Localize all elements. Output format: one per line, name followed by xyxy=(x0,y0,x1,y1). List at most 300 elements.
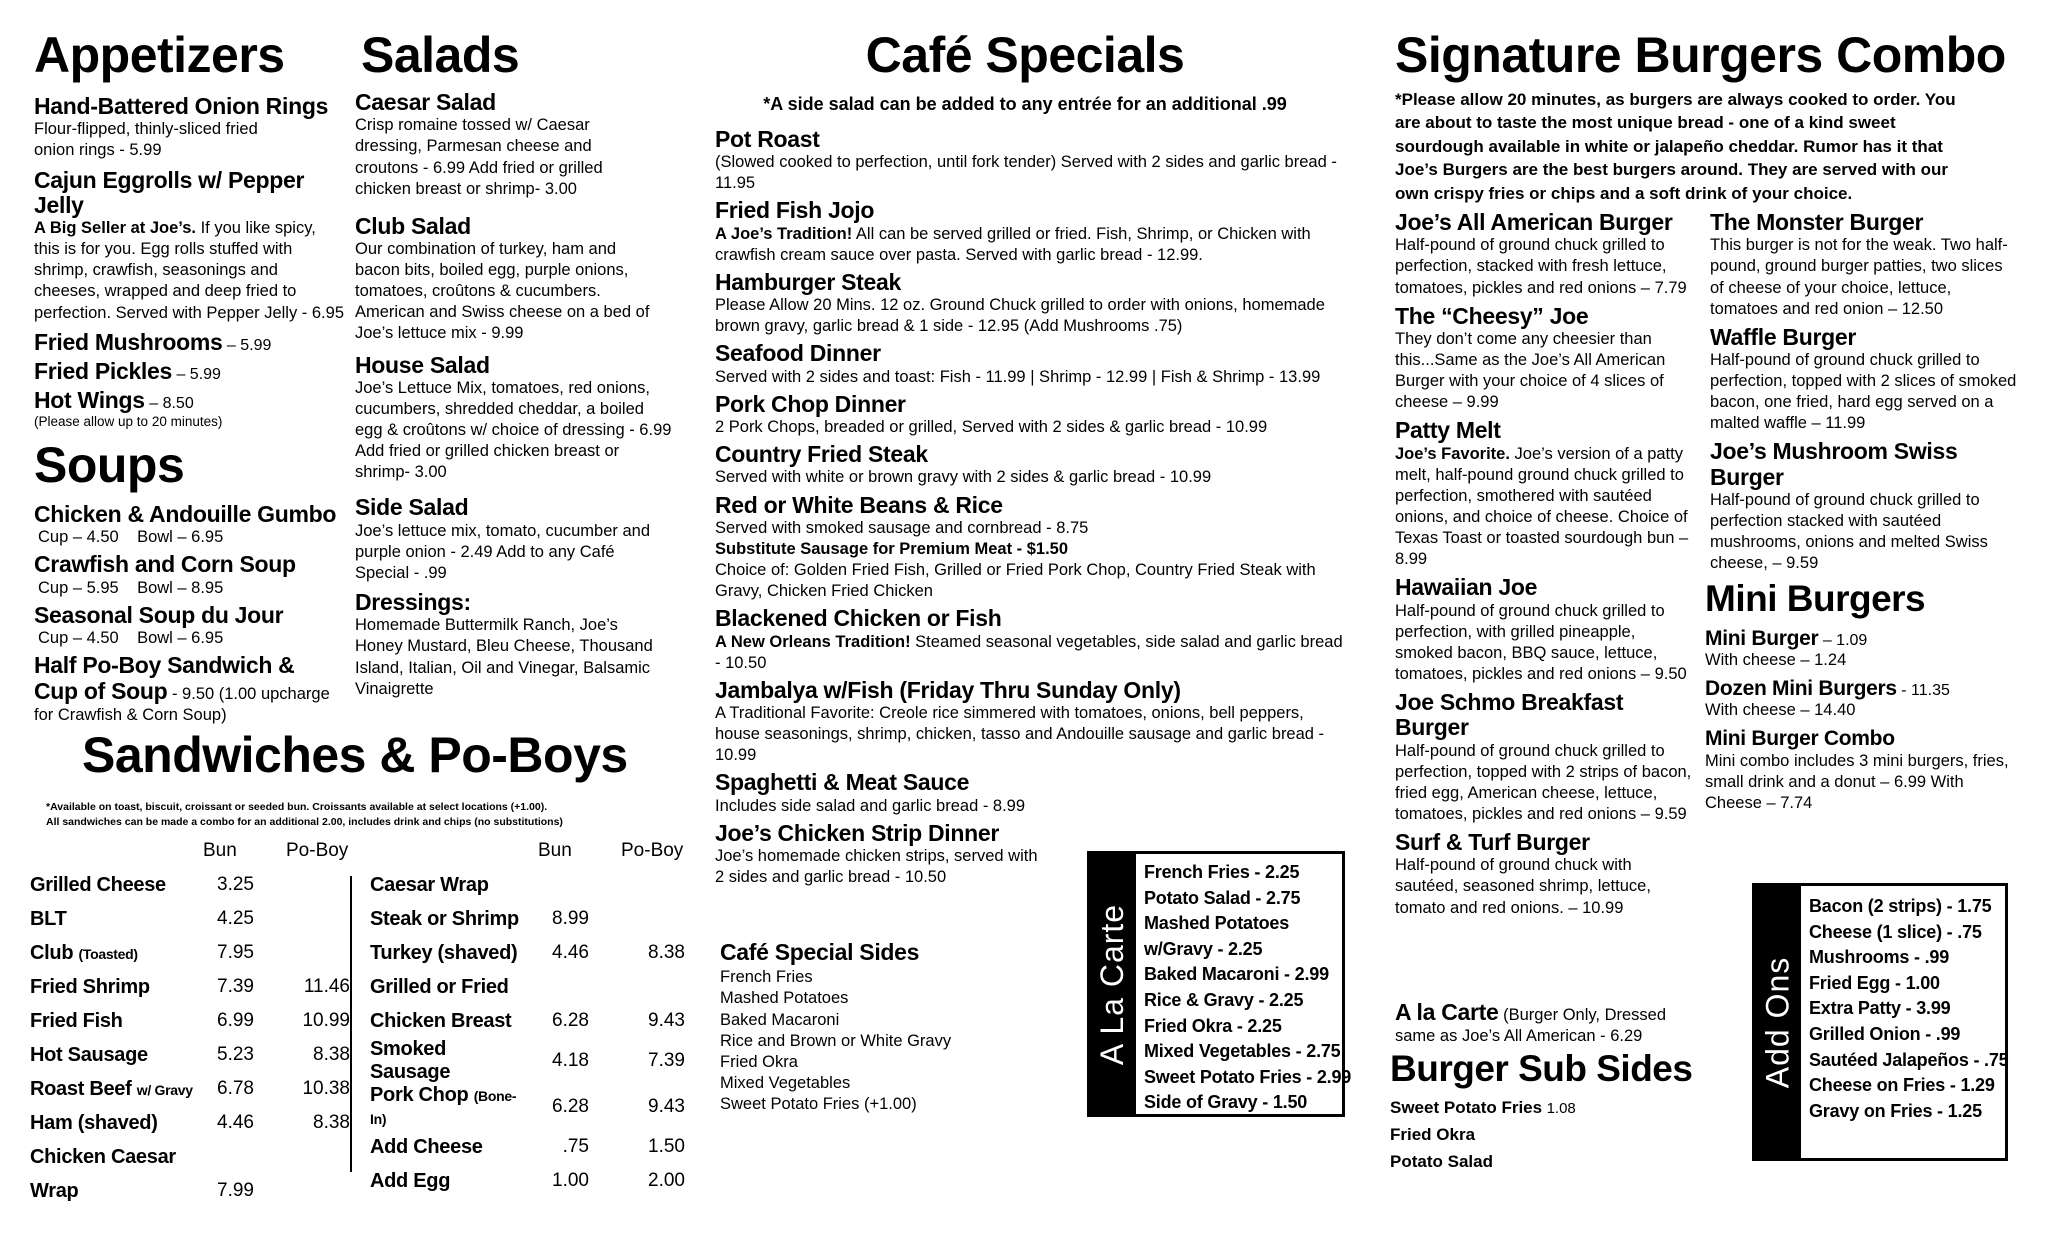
bun-price: 6.28 xyxy=(552,1010,589,1031)
salads-title: Salads xyxy=(361,27,520,83)
item-name: Caesar Wrap xyxy=(370,873,489,896)
table-row xyxy=(30,936,366,970)
sandwich-name xyxy=(30,1072,195,1106)
appetizers-section xyxy=(34,27,344,435)
bun-price: 8.99 xyxy=(552,908,589,929)
alacarte-box xyxy=(1087,851,1352,1117)
menu-item xyxy=(1710,439,2020,574)
bun-price: 3.25 xyxy=(217,874,254,895)
item-note: (Please allow up to 20 minutes) xyxy=(34,413,223,429)
list-item: Mashed Potatoes xyxy=(1144,913,1290,934)
bun-price xyxy=(195,1140,278,1174)
sandwich-name xyxy=(370,868,530,902)
item-name: Dressings: xyxy=(355,589,471,616)
menu-item xyxy=(1395,690,1695,825)
table-row xyxy=(370,902,701,936)
list-item: Side of Gravy - 1.50 xyxy=(1144,1092,1308,1113)
item-name: Jambalya w/Fish (Friday Thru Sunday Only) xyxy=(715,676,1181,703)
sandwich-name xyxy=(30,902,195,936)
menu-item xyxy=(715,392,1345,438)
menu-item xyxy=(355,214,675,345)
item-desc: 2 Pork Chops, breaded or grilled, Served with 2 sides & garlic bread - 10.99 xyxy=(715,418,1268,437)
list-item: Rice and Brown or White Gravy xyxy=(720,1031,952,1050)
bun-price: 7.95 xyxy=(217,942,254,963)
item-name: Joe’s Chicken Strip Dinner xyxy=(715,819,1000,846)
table-row xyxy=(30,868,366,902)
bun-price: .75 xyxy=(562,1136,589,1157)
list-item xyxy=(1390,1122,1710,1149)
item-desc-wrap xyxy=(715,417,1345,438)
table-row xyxy=(30,1004,366,1038)
col-header-poboy: Po-Boy xyxy=(286,840,349,861)
poboy-price xyxy=(278,936,366,970)
menu-item xyxy=(34,168,344,324)
poboy-price xyxy=(278,902,366,936)
bun-price xyxy=(530,970,613,1004)
item-name: Fried Mushrooms xyxy=(34,328,223,355)
item-name: Hand-Battered Onion Rings xyxy=(34,93,329,119)
bun-price: 5.23 xyxy=(217,1044,254,1065)
menu-item xyxy=(34,502,344,548)
item-name: Hawaiian Joe xyxy=(1395,574,1538,601)
item-desc-wrap xyxy=(715,367,1345,388)
soups-section xyxy=(34,437,344,732)
item-name: Turkey (shaved) xyxy=(370,941,518,964)
poboy-price: 9.43 xyxy=(648,1010,685,1031)
menu-item xyxy=(1395,418,1695,570)
list-item: Baked Macaroni xyxy=(720,1010,840,1029)
menu-item xyxy=(715,127,1345,195)
item-desc-wrap xyxy=(1710,490,2020,574)
list-item: Mashed Potatoes xyxy=(720,989,849,1008)
item-name: The “Cheesy” Joe xyxy=(1395,302,1589,329)
menu-item xyxy=(355,590,675,700)
col-header-bun: Bun xyxy=(538,840,572,861)
item-desc: Our combination of turkey, ham and bacon bits, boiled egg, purple onions, tomatoes, croûtons & cucumbers. American and Swiss cheese on a bed of Joe’s lettuce mix - 9.99 xyxy=(355,240,650,343)
table-row xyxy=(370,1004,701,1038)
item-sub: (Bone-In) xyxy=(370,1088,517,1127)
item-desc: (Burger Only, Dressed same as Joe’s All American - 6.29 xyxy=(1395,1006,1667,1046)
burgers-note: *Please allow 20 minutes, as burgers are always cooked to order. You are about to taste the most unique bread - one of a kind sweet sourdough available in white or jalapeño cheddar. Rumor has it that Joe’s Burgers are the best burgers around. They are served with our own crispy fries or chips and a soft drink of your choice. xyxy=(1395,90,1956,203)
cafe-note: *A side salad can be added to any entrée for an additional .99 xyxy=(763,94,1287,114)
item-line xyxy=(1705,677,2025,700)
item-desc: This burger is not for the weak. Two half-pound, ground burger patties, two slices of cheese of your choice, lettuce, tomatoes and red onion – 12.50 xyxy=(1710,236,2008,318)
item-name: Fried Fish xyxy=(30,1009,123,1032)
item-name: Grilled Cheese xyxy=(30,873,166,896)
table-row xyxy=(370,1164,701,1198)
sandwich-name xyxy=(370,1038,530,1084)
list-item: Extra Patty - 3.99 xyxy=(1809,998,1951,1019)
item-desc-wrap xyxy=(1395,855,1695,918)
item-name: Add Egg xyxy=(370,1169,451,1192)
item-name: Joe Schmo Breakfast Burger xyxy=(1395,689,1624,741)
item-desc-wrap xyxy=(1395,601,1695,685)
list-item: w/Gravy - 2.25 xyxy=(1144,938,1263,959)
poboy-price xyxy=(613,970,701,1004)
list-item xyxy=(1390,1095,1710,1122)
bun-price: 7.99 xyxy=(217,1180,254,1201)
sandwich-divider xyxy=(350,876,352,1172)
poboy-price: 10.38 xyxy=(302,1078,350,1099)
bun-price: 1.00 xyxy=(552,1170,589,1191)
poboy-price: 1.50 xyxy=(648,1136,685,1157)
item-desc: Half-pound of ground chuck grilled to perfection stacked with sautéed mushrooms, onions and melted Swiss cheese, – 9.59 xyxy=(1710,491,1988,573)
item-name: Hamburger Steak xyxy=(715,268,901,295)
mini-list xyxy=(1705,627,2025,814)
table-row xyxy=(30,1106,366,1140)
list-item: Sweet Potato Fries - 2.99 xyxy=(1144,1066,1352,1087)
menu-item xyxy=(715,606,1345,674)
list-item: Baked Macaroni - 2.99 xyxy=(1144,964,1329,985)
list-item: Gravy on Fries - 1.25 xyxy=(1809,1100,1982,1121)
item-name: Chicken & Andouille Gumbo xyxy=(34,501,337,527)
list-item: Cheese on Fries - 1.29 xyxy=(1809,1075,1995,1096)
sandwich-name xyxy=(30,868,195,902)
burgers-left-list xyxy=(1395,210,1695,924)
menu-item xyxy=(34,359,344,384)
item-desc: Please Allow 20 Mins. 12 oz. Ground Chuck grilled to order with onions, homemade brown gravy, garlic bread & 1 side - 12.95 (Add Mushrooms .75) xyxy=(715,296,1325,336)
menu-item xyxy=(1395,210,1695,299)
sandwich-name xyxy=(370,970,530,1004)
item-price: – 8.50 xyxy=(144,395,194,413)
table-row xyxy=(370,970,701,1004)
item-name: Fried Fish Jojo xyxy=(715,197,875,224)
item-desc-wrap xyxy=(1710,350,2020,434)
list-item: Mixed Vegetables xyxy=(720,1073,851,1092)
poboy-price xyxy=(278,1140,366,1174)
alacarte-label-bar xyxy=(1090,854,1136,1114)
item-desc: Half-pound of ground chuck grilled to perfection, with grilled pineapple, smoked bacon, BBQ sauce, lettuce, tomatoes, pickles and red onions – 9.50 xyxy=(1395,601,1687,683)
sandwich-name xyxy=(30,1004,195,1038)
poboy-price: 11.46 xyxy=(303,976,350,997)
alacarte-burger xyxy=(1395,1000,1695,1047)
mini-section xyxy=(1705,580,2025,820)
list-item: Rice & Gravy - 2.25 xyxy=(1144,989,1304,1010)
list-item: Mushrooms - .99 xyxy=(1809,947,1950,968)
menu-item xyxy=(34,388,344,428)
poboy-price: 10.99 xyxy=(302,1010,350,1031)
item-desc-wrap xyxy=(715,518,1345,539)
item-name: Joe’s All American Burger xyxy=(1395,209,1673,235)
list-item: Sautéed Jalapeños - .75 xyxy=(1809,1049,2009,1070)
table-row xyxy=(370,1084,701,1130)
item-desc: Joe’s Lettuce Mix, tomatoes, red onions, cucumbers, shredded cheddar, a boiled egg & croûtons w/ choice of dressing - 6.99 Add fried or grilled chicken breast or shrimp- 3.00 xyxy=(355,378,672,482)
menu-item xyxy=(1395,575,1695,685)
cafe-sides-section xyxy=(720,940,1080,1115)
item-name: House Salad xyxy=(355,351,490,378)
poboy-price xyxy=(613,902,701,936)
sandwich-name xyxy=(370,902,530,936)
bun-price: 6.78 xyxy=(217,1078,254,1099)
item-name: Caesar Salad xyxy=(355,89,496,115)
bun-price: 6.28 xyxy=(552,1096,589,1117)
burgers-title: Signature Burgers Combo xyxy=(1395,27,2006,83)
menu-item xyxy=(1395,830,1695,919)
item-name: Hot Wings xyxy=(34,387,145,414)
item-desc: Includes side salad and garlic bread - 8.99 xyxy=(715,796,1026,815)
item-desc: A Traditional Favorite: Creole rice simmered with tomatoes, onions, bell peppers, house seasonings, shrimp, chicken, tasso and Andouille sausage and garlic bread - 10.99 xyxy=(715,704,1325,765)
poboy-price: 2.00 xyxy=(648,1170,685,1191)
item-desc: Homemade Buttermilk Ranch, Joe’s Honey Mustard, Bleu Cheese, Thousand Island, Italian, Oil and Vinegar, Balsamic Vinaigrette xyxy=(355,616,653,698)
item-name: Potato Salad xyxy=(1390,1151,1493,1171)
item-name: The Monster Burger xyxy=(1710,209,1924,235)
alacarte-list xyxy=(1144,860,1351,1116)
bun-price: 4.46 xyxy=(552,942,589,963)
menu-item xyxy=(1705,627,2025,671)
item-extra: Choice of: Golden Fried Fish, Grilled or Fried Pork Chop, Country Fried Steak with Gravy, Chicken Fried Chicken xyxy=(715,561,1316,601)
item-desc: Crisp romaine tossed w/ Caesar dressing, Parmesan cheese and croutons - 6.99 Add fried or grilled chicken breast or shrimp- 3.00 xyxy=(355,116,603,198)
menu-item xyxy=(1705,677,2025,721)
item-name: Smoked Sausage xyxy=(370,1038,451,1083)
item-name: Mini Burger Combo xyxy=(1705,727,1895,751)
item-desc: Half-pound of ground chuck grilled to perfection, topped with 2 strips of bacon, fried egg, American cheese, lettuce, tomatoes, pickles and red onions – 9.59 xyxy=(1395,741,1692,823)
sandwich-table-left xyxy=(30,834,366,1208)
item-name: Mini Burger xyxy=(1705,627,1819,650)
cafe-sides-title: Café Special Sides xyxy=(720,939,920,965)
poboy-price: 8.38 xyxy=(313,1112,350,1133)
list-item: French Fries xyxy=(720,968,813,987)
item-desc: Served with white or brown gravy with 2 sides & garlic bread - 10.99 xyxy=(715,468,1212,487)
item-desc: (Slowed cooked to perfection, until fork tender) Served with 2 sides and garlic bread - 11.95 xyxy=(715,153,1337,193)
item-desc-wrap xyxy=(715,467,1345,488)
item-name: Cajun Eggrolls w/ Pepper Jelly xyxy=(34,166,305,218)
menu-item xyxy=(715,270,1345,338)
mini-title: Mini Burgers xyxy=(1705,578,1926,619)
menu-item xyxy=(34,94,344,162)
menu-item xyxy=(355,495,675,584)
item-price: – 1.09 xyxy=(1822,632,1868,649)
bun-price: 4.18 xyxy=(552,1050,589,1071)
table-row xyxy=(30,1174,366,1208)
item-desc: All can be served grilled or fried. Fish, Shrimp, or Chicken with crawfish cream sauce over pasta. Served with garlic bread - 12.99. xyxy=(715,224,1311,264)
item-name: Seafood Dinner xyxy=(715,340,881,367)
burgers-right-list xyxy=(1710,210,2020,580)
sandwich-name xyxy=(30,936,195,970)
list-item: Sweet Potato Fries (+1.00) xyxy=(720,1094,917,1113)
cafe-title: Café Specials xyxy=(865,27,1185,83)
item-name: Surf & Turf Burger xyxy=(1395,829,1590,856)
table-row xyxy=(30,1072,366,1106)
addons-list xyxy=(1809,894,2008,1124)
item-desc: Mini combo includes 3 mini burgers, fries, small drink and a donut – 6.99 With Cheese – 7.74 xyxy=(1705,751,2009,812)
item-name: Waffle Burger xyxy=(1710,323,1857,350)
poboy-price xyxy=(278,868,366,902)
table-row xyxy=(30,1038,366,1072)
sandwich-name xyxy=(30,970,195,1004)
item-desc: Flour-flipped, thinly-sliced fried onion rings - 5.99 xyxy=(34,120,258,160)
item-desc: Served with smoked sausage and cornbread - 8.75 xyxy=(715,518,1089,537)
item-desc-wrap xyxy=(715,846,1045,888)
item-line xyxy=(1705,627,2025,650)
alacarte-label: A La Carte xyxy=(1094,903,1131,1065)
item-name: Fried Shrimp xyxy=(30,975,150,998)
item-prices: Cup – 5.95 Bowl – 8.95 xyxy=(38,578,224,597)
item-desc: Joe’s homemade chicken strips, served with 2 sides and garlic bread - 10.50 xyxy=(715,847,1038,887)
item-lead: A New Orleans Tradition! xyxy=(715,632,911,651)
sandwich-name xyxy=(30,1106,195,1140)
item-price: - 11.35 xyxy=(1901,682,1950,700)
item-name: BLT xyxy=(30,907,67,930)
table-row xyxy=(370,1130,701,1164)
item-name: Half Po-Boy Sandwich & Cup of Soup xyxy=(34,652,295,704)
item-name: Pork Chop xyxy=(370,1084,469,1106)
item-name: Sweet Potato Fries xyxy=(1390,1098,1543,1117)
cafe-list xyxy=(715,127,1345,889)
item-desc-wrap xyxy=(1395,444,1695,571)
subsides-title: Burger Sub Sides xyxy=(1390,1048,1693,1089)
menu-item xyxy=(1395,304,1695,414)
item-desc: Joe’s version of a patty melt, half-pound ground chuck grilled to perfection, smothered with sautéed onions, and choice of cheese. Choice of Texas Toast or toasted sourdough bun – 8.99 xyxy=(1395,444,1689,569)
bun-price: 4.25 xyxy=(217,908,254,929)
sandwiches-note: *Available on toast, biscuit, croissant or seeded bun. Croissants available at select locations (+1.00). All sandwiches can be made a combo for an additional 2.00, includes drink and chips (no substitutions) xyxy=(46,801,563,828)
bun-price: 7.39 xyxy=(217,976,254,997)
table-row xyxy=(30,1140,366,1174)
item-name: Pork Chop Dinner xyxy=(715,390,906,417)
menu-item xyxy=(715,442,1345,488)
item-name: Pot Roast xyxy=(715,125,820,152)
addons-label: Add Ons xyxy=(1759,956,1796,1088)
menu-item xyxy=(1710,210,2020,320)
menu-item xyxy=(1710,325,2020,435)
item-name: A la Carte xyxy=(1395,999,1499,1025)
item-name: Spaghetti & Meat Sauce xyxy=(715,769,970,796)
item-price: 1.08 xyxy=(1546,1100,1576,1117)
item-desc: With cheese – 1.24 xyxy=(1705,651,1847,670)
item-desc-wrap xyxy=(715,224,1345,266)
list-item: Mixed Vegetables - 2.75 xyxy=(1144,1041,1341,1062)
table-row xyxy=(370,868,701,902)
menu-item xyxy=(715,770,1345,816)
item-name: Fried Okra xyxy=(1390,1124,1476,1144)
list-item: Bacon (2 strips) - 1.75 xyxy=(1809,896,1992,916)
appetizers-title: Appetizers xyxy=(34,27,285,83)
menu-item xyxy=(34,552,344,598)
item-name: Grilled or Fried xyxy=(370,975,509,998)
poboy-price: 7.39 xyxy=(648,1050,685,1071)
item-name: Chicken Breast xyxy=(370,1009,512,1032)
item-name: Chicken Caesar xyxy=(30,1145,176,1168)
addons-box xyxy=(1752,883,2008,1161)
bun-price: 4.46 xyxy=(217,1112,254,1133)
sandwich-rows-right xyxy=(370,868,701,1198)
item-desc-wrap xyxy=(715,295,1345,337)
item-name: Blackened Chicken or Fish xyxy=(715,605,1002,632)
item-name: Country Fried Steak xyxy=(715,441,928,468)
item-desc-wrap xyxy=(1395,741,1695,825)
menu-item xyxy=(715,493,1345,603)
list-item xyxy=(1390,1149,1710,1176)
item-name: Add Cheese xyxy=(370,1135,483,1158)
table-row xyxy=(370,936,701,970)
list-item: Potato Salad - 2.75 xyxy=(1144,887,1301,908)
item-prices: Cup – 4.50 Bowl – 6.95 xyxy=(38,528,224,547)
item-price: – 5.99 xyxy=(172,365,221,383)
item-name: Red or White Beans & Rice xyxy=(715,491,1003,518)
bun-price xyxy=(530,868,613,902)
subsides-section xyxy=(1390,1050,1710,1175)
item-line xyxy=(1705,727,2025,750)
item-lead: Joe’s Favorite. xyxy=(1395,444,1510,463)
cafe-section xyxy=(715,27,1355,892)
item-name: Wrap xyxy=(30,1179,79,1202)
item-name: Crawfish and Corn Soup xyxy=(34,551,296,578)
menu-item xyxy=(34,603,344,649)
menu-item xyxy=(355,90,675,200)
col-header-poboy: Po-Boy xyxy=(621,840,684,861)
item-desc: Half-pound of ground chuck grilled to perfection, topped with 2 slices of smoked bacon, one fried, hard egg served on a malted waffle – 11.99 xyxy=(1710,351,2017,433)
item-desc: Served with 2 sides and toast: Fish - 11.99 | Shrimp - 12.99 | Fish & Shrimp - 13.99 xyxy=(715,367,1321,386)
item-desc-wrap xyxy=(715,152,1345,194)
item-sub: (Toasted) xyxy=(78,945,138,962)
list-item: Fried Egg - 1.00 xyxy=(1809,972,1940,993)
menu-item xyxy=(715,198,1345,266)
item-desc-wrap xyxy=(715,796,1345,817)
item-desc: If you like spicy, this is for you. Egg rolls stuffed with shrimp, crawfish, seasonings and cheeses, wrapped and deep fried to perfection. Served with Pepper Jelly - 6.95 xyxy=(34,219,344,322)
item-desc: Half-pound of ground chuck grilled to perfection, stacked with fresh lettuce, tomatoes, pickles and red onions – 7.79 xyxy=(1395,236,1687,297)
item-name: Club Salad xyxy=(355,212,471,239)
item-desc-wrap xyxy=(1395,235,1695,298)
item-name: Seasonal Soup du Jour xyxy=(34,601,284,628)
item-desc-wrap xyxy=(715,632,1345,674)
list-item: Grilled Onion - .99 xyxy=(1809,1023,1961,1044)
menu-item xyxy=(715,341,1345,387)
menu-item xyxy=(355,353,675,484)
item-lead: A Joe’s Tradition! xyxy=(715,224,853,243)
item-name: Fried Pickles xyxy=(34,357,173,384)
item-desc-wrap xyxy=(715,703,1345,766)
item-extra-lead: Substitute Sausage for Premium Meat - $1.50 xyxy=(715,540,1069,558)
table-row xyxy=(30,970,366,1004)
poboy-price: 9.43 xyxy=(648,1096,685,1117)
item-sub: w/ Gravy xyxy=(136,1081,193,1098)
menu-item xyxy=(1705,727,2025,813)
sandwich-table-right xyxy=(370,834,701,1198)
item-desc: Half-pound of ground chuck with sautéed, seasoned shrimp, lettuce, tomato and red onions. – 10.99 xyxy=(1395,856,1651,917)
item-prices: Cup – 4.50 Bowl – 6.95 xyxy=(38,629,224,648)
sandwiches-section xyxy=(30,727,690,829)
sandwich-name xyxy=(370,1004,530,1038)
cafe-sides-list xyxy=(720,967,1080,1115)
item-desc: Joe’s lettuce mix, tomato, cucumber and purple onion - 2.49 Add to any Café Special - .99 xyxy=(355,521,651,582)
item-desc: - 9.50 (1.00 upcharge for Crawfish & Corn Soup) xyxy=(34,684,330,724)
menu-item xyxy=(34,330,344,355)
item-name: Club xyxy=(30,941,74,964)
menu-item xyxy=(715,678,1345,767)
subsides-list xyxy=(1390,1095,1710,1175)
sandwich-name xyxy=(370,1164,530,1198)
list-item: Fried Okra xyxy=(720,1052,798,1071)
poboy-price xyxy=(613,868,701,902)
item-name: Ham (shaved) xyxy=(30,1111,158,1134)
item-name: Side Salad xyxy=(355,494,469,521)
sandwich-rows-left xyxy=(30,868,366,1208)
item-desc-wrap xyxy=(1395,329,1695,413)
soups-title: Soups xyxy=(34,437,185,493)
list-item: Fried Okra - 2.25 xyxy=(1144,1015,1282,1036)
table-row xyxy=(370,1038,701,1084)
item-desc: They don’t come any cheesier than this...Same as the Joe’s All American Burger with your choice of 4 slices of cheese – 9.99 xyxy=(1395,329,1666,412)
sandwich-name xyxy=(30,1140,195,1174)
col-header-bun: Bun xyxy=(203,840,237,861)
sandwich-name xyxy=(370,1130,530,1164)
poboy-price xyxy=(278,1174,366,1208)
poboy-price: 8.38 xyxy=(648,942,685,963)
sandwiches-title: Sandwiches & Po-Boys xyxy=(82,727,628,783)
burgers-section xyxy=(1395,27,2025,205)
salads-section xyxy=(355,27,675,706)
item-desc: Steamed seasonal vegetables, side salad and garlic bread - 10.50 xyxy=(715,632,1343,672)
menu-item xyxy=(34,653,334,726)
